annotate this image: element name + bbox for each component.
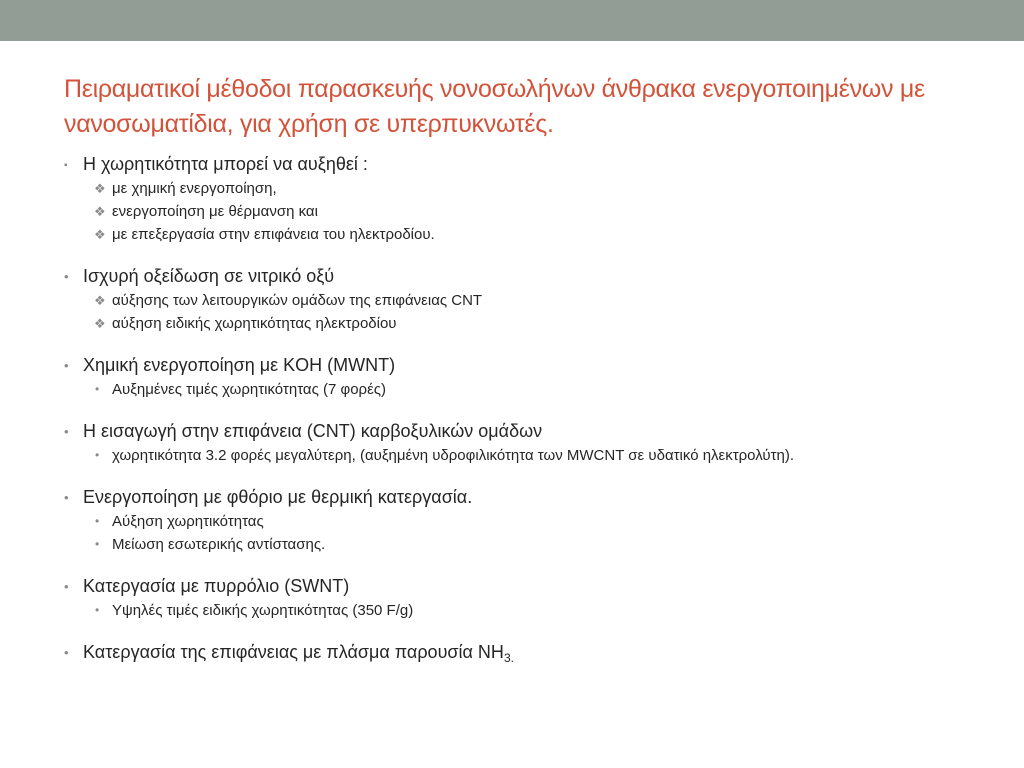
square-bullet-icon: ▪ bbox=[64, 160, 68, 171]
bullet-group bbox=[64, 419, 994, 467]
bullet-text: Κατεργασία της επιφάνειας με πλάσμα παρουσία NH bbox=[83, 642, 504, 662]
slide-title: Πειραματικοί μέθοδοι παρασκευής νονοσωλήνων άνθρακα ενεργοποιημένων με νανοσωματίδια, για χρήση σε υπερπυκνωτές. bbox=[64, 75, 925, 138]
sub-bullet-item bbox=[64, 444, 994, 467]
sub-bullet-item bbox=[64, 312, 994, 335]
bullet-group bbox=[64, 640, 994, 671]
dot-bullet-icon: • bbox=[95, 537, 100, 551]
bullet-group bbox=[64, 485, 994, 556]
top-band bbox=[0, 0, 1024, 41]
sub-bullet-item bbox=[64, 200, 994, 223]
dot-bullet-icon: • bbox=[64, 579, 69, 594]
sub-bullet-text: αύξησης των λειτουργικών ομάδων της επιφάνειας CNT bbox=[112, 292, 483, 309]
dot-bullet-icon: • bbox=[64, 358, 69, 373]
sub-bullet-text: με χημική ενεργοποίηση, bbox=[112, 180, 277, 197]
bullet-item bbox=[64, 264, 994, 289]
dot-bullet-icon: • bbox=[64, 490, 69, 505]
sub-bullet-text: αύξηση ειδικής χωρητικότητας ηλεκτροδίου bbox=[112, 315, 397, 332]
dot-bullet-icon: • bbox=[95, 448, 100, 462]
dot-bullet-icon: • bbox=[64, 424, 69, 439]
sub-bullet-text: Υψηλές τιμές ειδικής χωρητικότητας (350 F/g) bbox=[112, 602, 414, 619]
bullet-text: Χημική ενεργοποίηση με KOH (MWNT) bbox=[83, 355, 396, 375]
bullet-item bbox=[64, 640, 994, 671]
sub-bullet-text: Αυξημένες τιμές χωρητικότητας (7 φορές) bbox=[112, 381, 386, 398]
sub-bullet-item bbox=[64, 599, 994, 622]
bullet-item bbox=[64, 485, 994, 510]
sub-bullet-text: Αύξηση χωρητικότητας bbox=[112, 513, 264, 530]
sub-bullet-text: Μείωση εσωτερικής αντίστασης. bbox=[112, 536, 326, 553]
bullet-text: Ενεργοποίηση με φθόριο με θερμική κατεργασία. bbox=[83, 487, 473, 507]
diamond-bullet-icon: ❖ bbox=[94, 293, 106, 308]
dot-bullet-icon: • bbox=[95, 514, 100, 528]
dot-bullet-icon: • bbox=[95, 603, 100, 617]
diamond-bullet-icon: ❖ bbox=[94, 181, 106, 196]
bullet-text: Η εισαγωγή στην επιφάνεια (CNT) καρβοξυλικών ομάδων bbox=[83, 421, 543, 441]
bullet-text: Η χωρητικότητα μπορεί να αυξηθεί : bbox=[83, 154, 368, 174]
bullet-item bbox=[64, 353, 994, 378]
sub-bullet-item bbox=[64, 177, 994, 200]
diamond-bullet-icon: ❖ bbox=[94, 316, 106, 331]
bullet-text: Κατεργασία με πυρρόλιο (SWNT) bbox=[83, 576, 350, 596]
sub-bullet-item bbox=[64, 510, 994, 533]
dot-bullet-icon: • bbox=[64, 645, 69, 660]
subscript-text: 3. bbox=[503, 651, 514, 665]
bullet-group bbox=[64, 574, 994, 622]
bullet-item bbox=[64, 419, 994, 444]
sub-bullet-item bbox=[64, 533, 994, 556]
sub-bullet-text: με επεξεργασία στην επιφάνεια του ηλεκτροδίου. bbox=[112, 226, 435, 243]
sub-bullet-item bbox=[64, 289, 994, 312]
bullet-text: Ισχυρή οξείδωση σε νιτρικό οξύ bbox=[83, 266, 335, 286]
slide-content bbox=[64, 152, 994, 671]
diamond-bullet-icon: ❖ bbox=[94, 204, 106, 219]
bullet-item bbox=[64, 152, 994, 177]
diamond-bullet-icon: ❖ bbox=[94, 227, 106, 242]
sub-bullet-item bbox=[64, 223, 994, 246]
dot-bullet-icon: • bbox=[95, 382, 100, 396]
sub-bullet-text: ενεργοποίηση με θέρμανση και bbox=[112, 203, 318, 220]
sub-bullet-item bbox=[64, 378, 994, 401]
sub-bullet-text: χωρητικότητα 3.2 φορές μεγαλύτερη, (αυξημένη υδροφιλικότητα των MWCNT σε υδατικό ηλεκτρολύτη). bbox=[112, 447, 795, 464]
bullet-group bbox=[64, 264, 994, 335]
bullet-item bbox=[64, 574, 994, 599]
dot-bullet-icon: • bbox=[64, 269, 69, 284]
bullet-group bbox=[64, 353, 994, 401]
bullet-group bbox=[64, 152, 994, 246]
